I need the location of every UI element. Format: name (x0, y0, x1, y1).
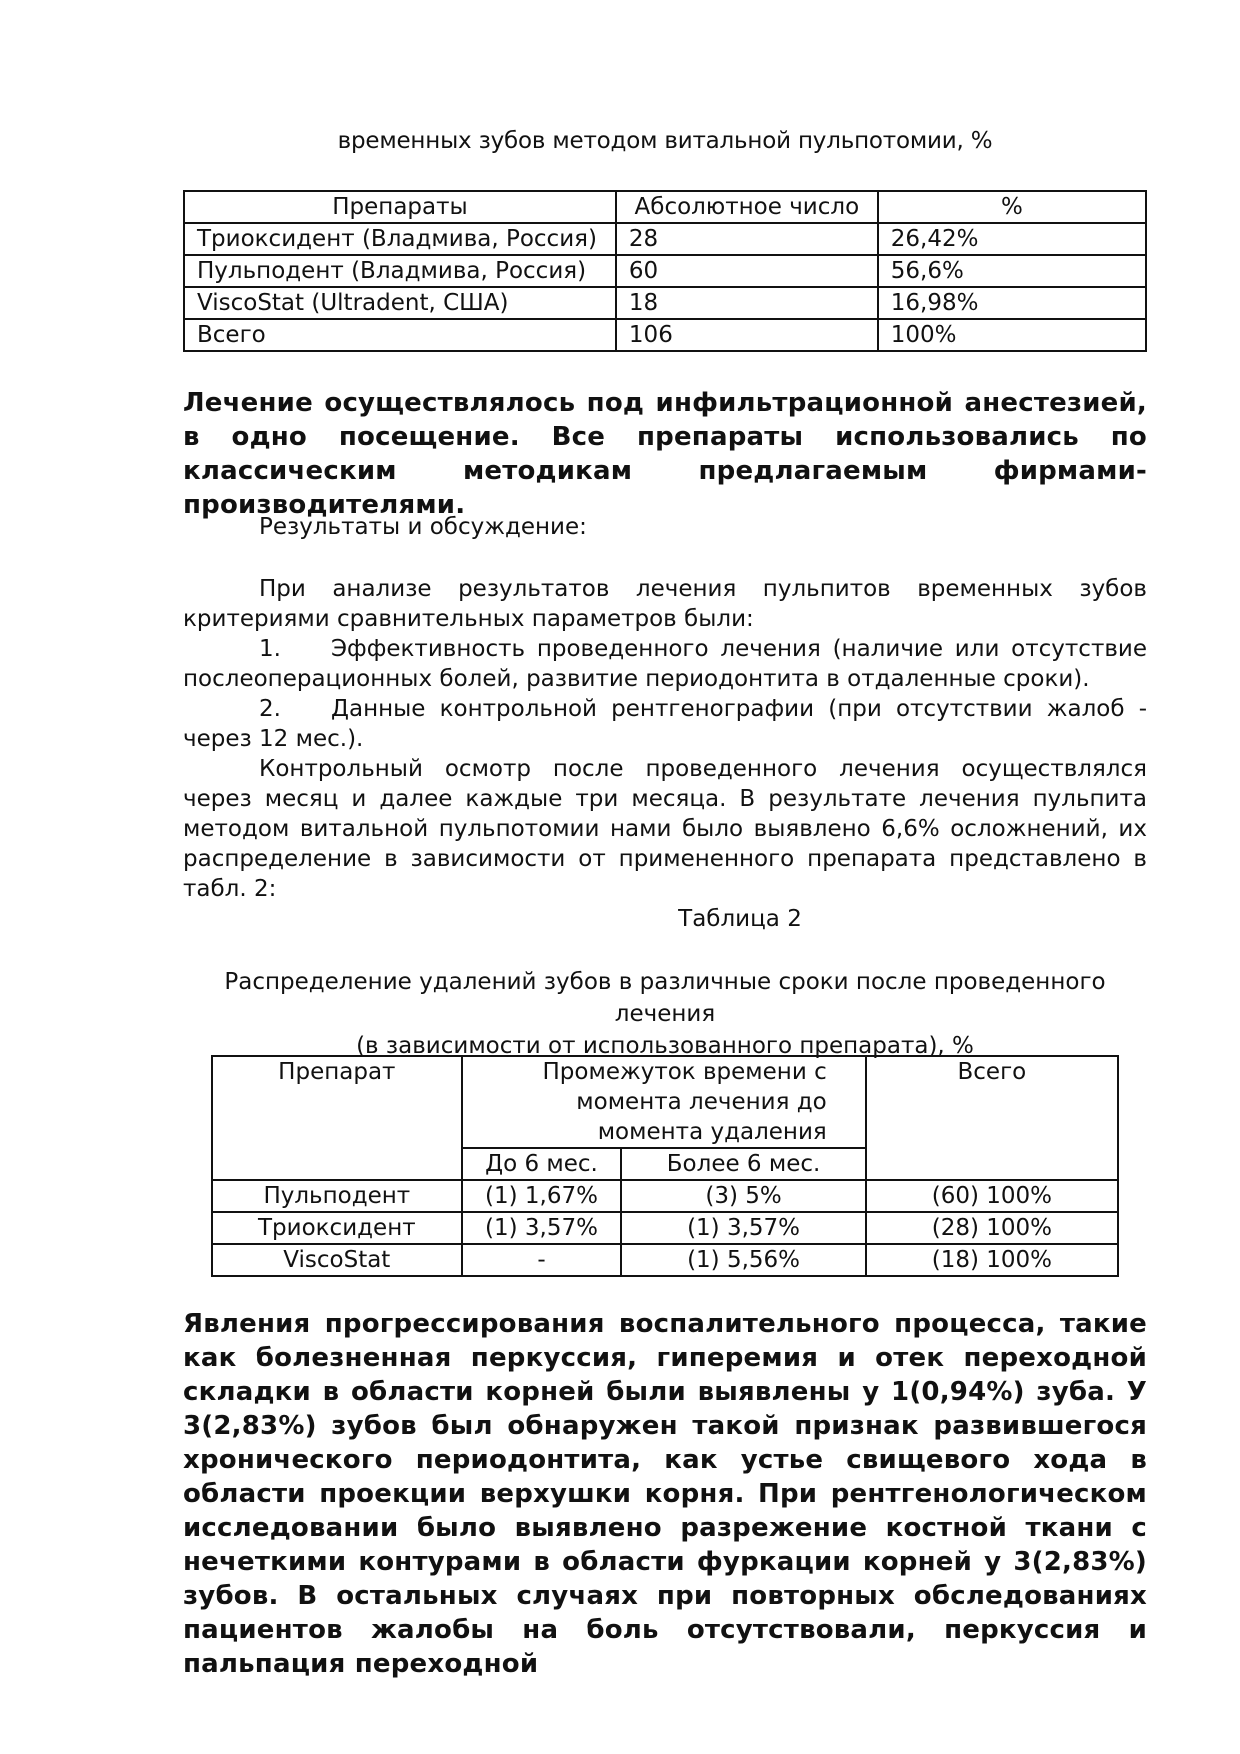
table2-caption (183, 966, 1147, 1062)
table-cell: (1) 3,57% (621, 1212, 865, 1244)
header-cell: Всего (866, 1056, 1118, 1180)
table-cell: 56,6% (878, 255, 1146, 287)
table-cell: (1) 1,67% (462, 1180, 622, 1212)
table-cell: 28 (616, 223, 878, 255)
drugs-table (183, 190, 1147, 352)
table-cell: Триоксидент (212, 1212, 462, 1244)
table-cell: (3) 5% (621, 1180, 865, 1212)
table-header-row (212, 1056, 1118, 1148)
criteria-text: Эффективность проведенного лечения (наличие или отсутствие послеоперационных болей, развитие периодонтита в отдаленные сроки). (183, 636, 1147, 692)
table-row (212, 1244, 1118, 1276)
header-cell: Препараты (184, 191, 616, 223)
header-cell: % (878, 191, 1146, 223)
table-cell: ViscoStat (Ultradent, США) (184, 287, 616, 319)
table-cell: 60 (616, 255, 878, 287)
table-cell: Всего (184, 319, 616, 351)
table-row (184, 255, 1146, 287)
table-row (184, 319, 1146, 351)
table-cell: Пульподент (212, 1180, 462, 1212)
table2-caption-line: Распределение удалений зубов в различные сроки после проведенного лечения (224, 969, 1106, 1027)
table-cell: 26,42% (878, 223, 1146, 255)
criteria-number: 1. (259, 636, 281, 662)
criteria-text: Данные контрольной рентгенографии (при отсутствии жалоб - через 12 мес.). (183, 696, 1147, 752)
header-cell: Более 6 мес. (621, 1148, 865, 1180)
table-header-row (184, 191, 1146, 223)
table-cell: 16,98% (878, 287, 1146, 319)
progression-paragraph: Явления прогрессирования воспалительного процесса, такие как болезненная перкуссия, гиперемия и отек переходной складки в области корней были выявлены у 1(0,94%) зуба. У 3(2,83%) зубов был обнаружен такой признак развившегося хронического периодонтита, как устье свищевого хода в области проекции верхушки корня. При рентгенологическом исследовании было выявлено разрежение костной ткани с нечеткими контурами в области фуркации корней у 3(2,83%) зубов. В остальных случаях при повторных обследованиях пациентов жалобы на боль отсутствовали, перкуссия и пальпация переходной (183, 1309, 1147, 1679)
criteria-item (183, 694, 1147, 754)
table-cell: ViscoStat (212, 1244, 462, 1276)
criteria-item (183, 634, 1147, 694)
analysis-intro: При анализе результатов лечения пульпитов временных зубов критериями сравнительных параметров были: (183, 576, 1147, 632)
table-cell: 18 (616, 287, 878, 319)
table-cell: 106 (616, 319, 878, 351)
table-cell: (1) 5,56% (621, 1244, 865, 1276)
table1-caption: временных зубов методом витальной пульпотомии, % (337, 128, 993, 154)
table-row (212, 1180, 1118, 1212)
header-cell: Препарат (212, 1056, 462, 1180)
table-cell: (18) 100% (866, 1244, 1118, 1276)
table2-caption-line: (в зависимости от использованного препарата), % (356, 1033, 974, 1059)
table-cell: (28) 100% (866, 1212, 1118, 1244)
results-heading: Результаты и обсуждение: (259, 514, 587, 540)
control-paragraph: Контрольный осмотр после проведенного лечения осуществлялся через месяц и далее каждые три месяца. В результате лечения пульпита методом витальной пульпотомии нами было выявлено 6,6% осложнений, их распределение в зависимости от примененного препарата представлено в табл. 2: (183, 756, 1147, 902)
table-cell: - (462, 1244, 622, 1276)
header-cell: До 6 мес. (462, 1148, 622, 1180)
header-cell: Абсолютное число (616, 191, 878, 223)
table-cell: (1) 3,57% (462, 1212, 622, 1244)
results-body (183, 574, 1147, 904)
table-row (184, 223, 1146, 255)
table2-label: Таблица 2 (678, 906, 802, 932)
table-row (184, 287, 1146, 319)
table-cell: Триоксидент (Владмива, Россия) (184, 223, 616, 255)
header-cell: Промежуток времени с момента лечения до момента удаления (462, 1056, 866, 1148)
table-cell: 100% (878, 319, 1146, 351)
criteria-number: 2. (259, 696, 281, 722)
table-cell: Пульподент (Владмива, Россия) (184, 255, 616, 287)
table-cell: (60) 100% (866, 1180, 1118, 1212)
table-row (212, 1212, 1118, 1244)
extractions-table (211, 1055, 1119, 1277)
treatment-paragraph: Лечение осуществлялось под инфильтрационной анестезией, в одно посещение. Все препараты использовались по классическим методикам предлагаемым фирмами-производителями. (183, 388, 1147, 520)
